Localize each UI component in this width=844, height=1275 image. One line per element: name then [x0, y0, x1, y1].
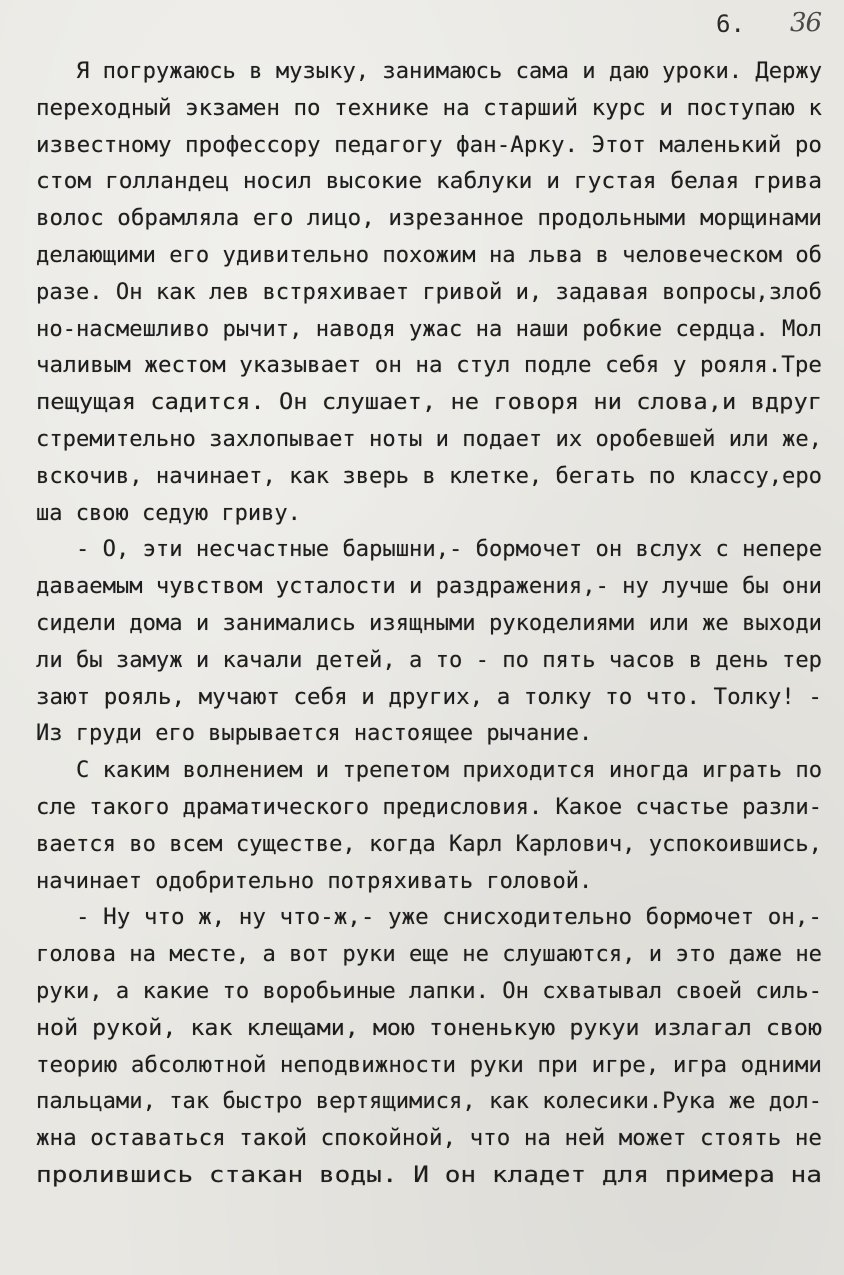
text-line: вается во всем существе, когда Карл Карлович, успокоившись,: [36, 831, 823, 857]
text-line: стом голландец носил высокие каблуки и густая белая грива: [36, 169, 823, 195]
text-line: зают рояль, мучают себя и других, а толку то что. Толку! -: [36, 684, 822, 710]
text-line: переходный экзамен по технике на старший курс и поступаю к: [36, 95, 822, 121]
text-line: пальцами, так быстро вертящимися, как колесики.Рука же дол-: [36, 1089, 823, 1115]
text-line: ша свою седую гриву.: [36, 500, 301, 526]
text-line: но-насмешливо рычит, наводя ужас на наши робкие сердца. Мол: [36, 316, 823, 342]
text-line: стремительно захлопывает ноты и подает их оробевшей или же,: [36, 427, 823, 452]
page-number: 6.: [716, 10, 745, 38]
text-line: пролившись стакан воды. И он кладет для примера на: [36, 1163, 822, 1188]
text-line: ли бы замуж и качали детей, а то - по пять часов в день тер: [36, 647, 823, 673]
text-line: - Ну что ж, ну что-ж,- уже снисходительно бормочет он,-: [76, 905, 822, 931]
text-line: делающими его удивительно похожим на льва в человеческом об: [36, 243, 823, 268]
text-line: чаливым жестом указывает он на стул подле себя у рояля.Тре: [36, 353, 822, 379]
text-line: начинает одобрительно потряхивать головой.: [36, 868, 593, 894]
text-line: даваемым чувством усталости и раздражения,- ну лучше бы они: [36, 574, 823, 600]
text-line: волос обрамляла его лицо, изрезанное продольными морщинами: [36, 206, 822, 232]
text-line: разе. Он как лев встряхивает гривой и, задавая вопросы,злоб: [36, 279, 823, 305]
text-line: известному профессору педагогу фан-Арку. Этот маленький ро: [36, 132, 822, 158]
text-line: сле такого драматического предисловия. Какое счастье разли-: [36, 795, 823, 820]
text-line: голова на месте, а вот руки еще не слушаются, и это даже не: [36, 942, 823, 968]
text-line: С каким волнением и трепетом приходится иногда играть по: [76, 758, 823, 784]
text-line: вскочив, начинает, как зверь в клетке, бегать по классу,еро: [36, 463, 823, 489]
text-line: Я погружаюсь в музыку, занимаюсь сама и даю уроки. Держу: [76, 59, 823, 84]
text-line: теорию абсолютной неподвижности руки при игре, игра одними: [36, 1052, 822, 1078]
text-line: - О, эти несчастные барышни,- бормочет он вслух с непере: [76, 537, 823, 563]
text-line: пещущая садится. Он слушает, не говоря ни слова,и вдруг: [36, 390, 823, 416]
text-line: жна оставаться такой спокойной, что на ней может стоять не: [36, 1126, 822, 1152]
archive-folio-number: 36: [790, 8, 822, 38]
text-line: Из груди его вырывается настоящее рычание.: [36, 721, 593, 747]
text-line: сидели дома и занимались изящными рукоделиями или же выходи: [36, 611, 823, 636]
text-line: руки, а какие то воробьиные лапки. Он схватывал своей силь-: [36, 979, 823, 1004]
text-line: ной рукой, как клещами, мою тоненькую рукуи излагал свою: [36, 1015, 823, 1041]
